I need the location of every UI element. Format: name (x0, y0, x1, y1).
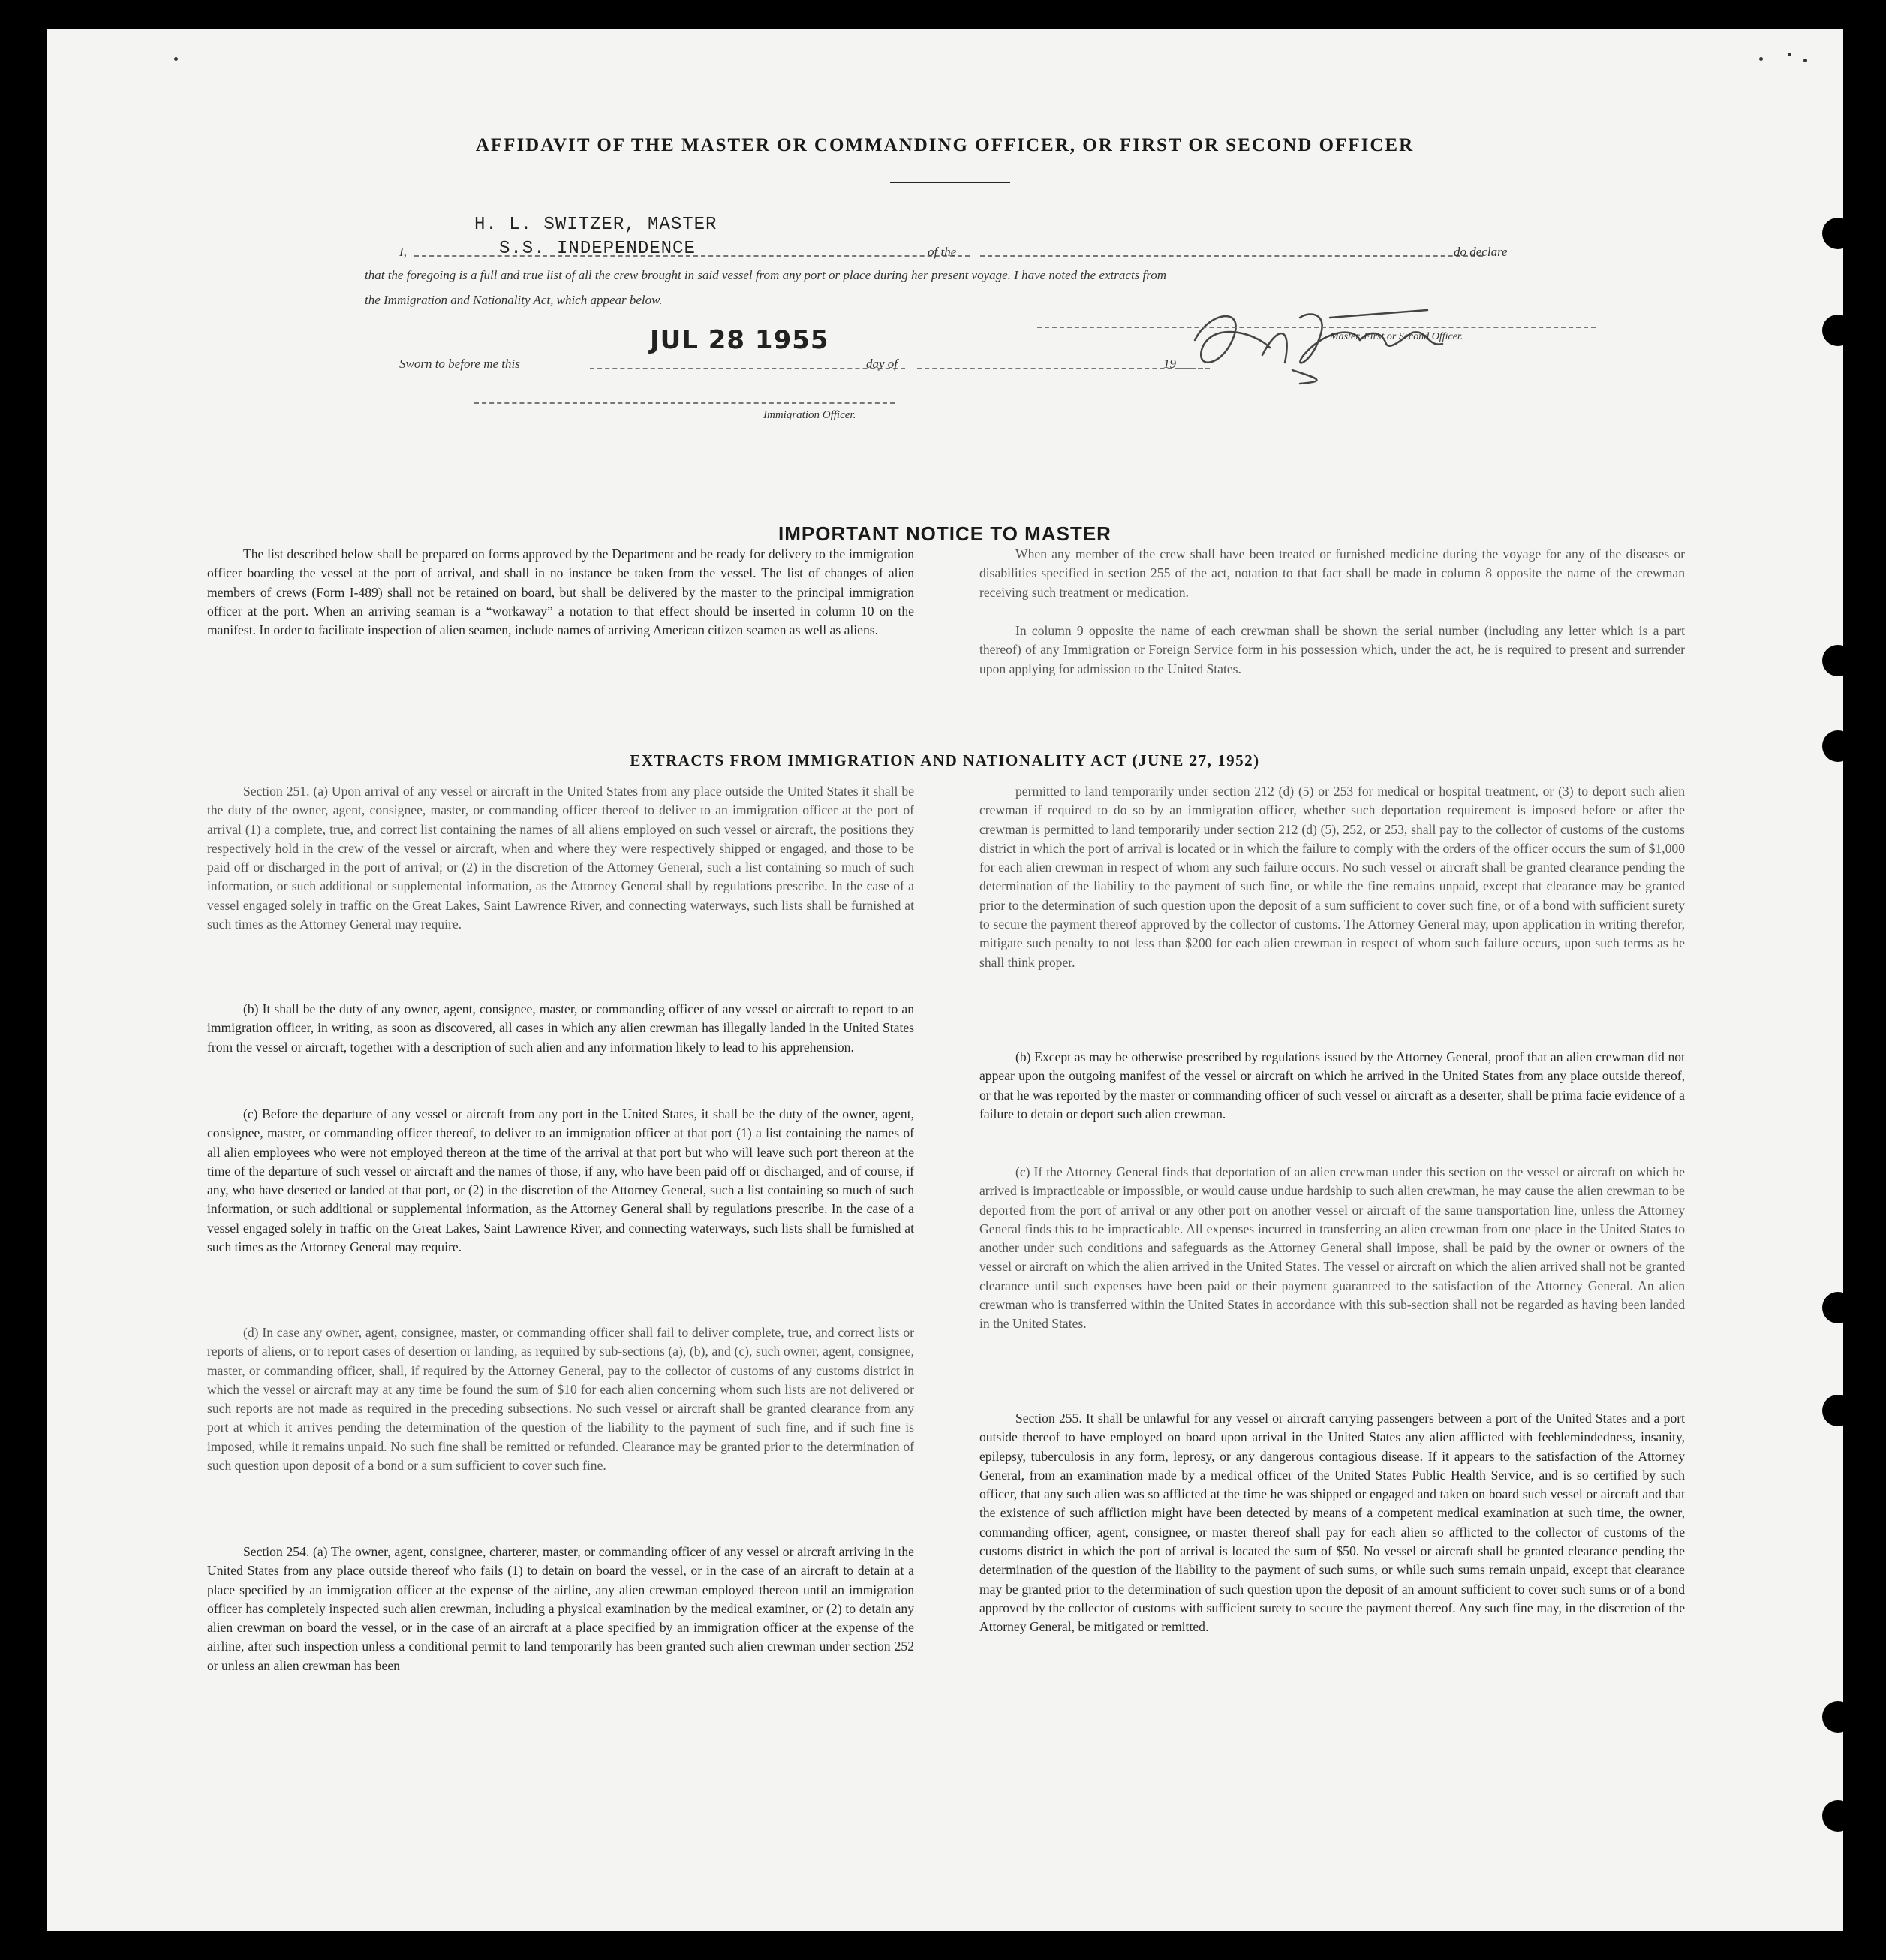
section-254-c: (c) If the Attorney General finds that deportation of an alien crewman under this section on the vessel or aircraft on which he arrived is impracticable or impossible, or would cause undue hardship to such alien crewman, he may cause the alien crewman to be deported from the port of arrival or any other port on another vessel or aircraft of the same transportation line, unless the Attorney General finds this to be impracticable. All expenses incurred in transferring an alien crewman from one place in the United States to another under such conditions and safeguards as the Attorney General shall impose, shall be paid by the owner or owners of the vessel or aircraft on which the alien arrived in the United States. The vessel or aircraft on which the alien arrived shall not be granted clearance until such expenses have been paid or their payment guaranteed to the satisfaction of the Attorney General. An alien crewman who is transferred within the United States in accordance with this sub-section shall not be regarded as having been landed in the United States. (979, 1164, 1685, 1332)
punch-hole (1822, 1395, 1854, 1426)
section-251-a: Section 251. (a) Upon arrival of any vessel or aircraft in the United States from any place outside the United States it shall be the duty of the owner, agent, consignee, master, or commanding officer thereof to deliver to an immigration officer at the port of arrival (1) a complete, true, and correct list containing the names of all aliens employed on such vessel or aircraft, the positions they respectively hold in the crew of the vessel or aircraft, when and where they were respectively shipped or engaged, and those to be paid off or discharged in the port of arrival; or (2) in the discretion of the Attorney General, such a list containing so much of such information, or such additional or supplemental information, as the Attorney General shall by regulations prescribe. In the case of a vessel engaged solely in traffic on the Great Lakes, Saint Lawrence River, and connecting waterways, such lists shall be furnished at such times as the Attorney General may require. (207, 784, 914, 932)
section-254-b: (b) Except as may be otherwise prescribed by regulations issued by the Attorney General, proof that an alien crewman did not appear upon the outgoing manifest of the vessel or aircraft on which he arrived in the United States from any place outside thereof, or that he was reported by the master or commanding officer of such vessel or aircraft as a deserter, shall be prima facie evidence of a failure to detain or deport such alien crewman. (979, 1049, 1685, 1122)
typed-vessel: S.S. INDEPENDENCE (499, 239, 696, 259)
extracts-title: EXTRACTS FROM IMMIGRATION AND NATIONALITY ACT (JUNE 27, 1952) (630, 751, 1260, 769)
document-page (47, 29, 1843, 1931)
affidavit-title: AFFIDAVIT OF THE MASTER OR COMMANDING OFFICER, OR FIRST OR SECOND OFFICER (475, 135, 1415, 155)
sworn-day-line (590, 368, 905, 369)
declaration-line-2: the Immigration and Nationality Act, which appear below. (365, 293, 663, 307)
title-divider (890, 182, 1010, 183)
year-label: 19 (1163, 357, 1176, 371)
section-255: Section 255. It shall be unlawful for any vessel or aircraft carrying passengers between a port of the United States and a port outside thereof to have employed on board upon arrival in the United States any alien afflicted with feeblemindedness, insanity, epilepsy, tuberculosis in any form, leprosy, or any dangerous contagious disease. If it appears to the satisfaction of the Attorney General, from an examination made by a medical officer of the United States Public Health Service, and is so certified by such officer, that any such alien was so afflicted at the time he was shipped or engaged and taken on board such vessel or aircraft and that the existence of such affliction might have been detected by means of a competent medical examination at such time, the owner, commanding officer, agent, consignee, or master thereof shall pay for each alien so afflicted to the collector of customs of the customs district in which the port of arrival is located the sum of $50. No vessel or aircraft shall be granted clearance pending the determination of the question of the liability to the payment of such sums, or while such sums remain unpaid, except that clearance may be granted prior to the determination of such question upon the deposit of an amount sufficient to cover such sums or of a bond approved by the collector of customs with sufficient surety to secure the payment thereof. Any such fine may, in the discretion of the Attorney General, be mitigated or remitted. (979, 1411, 1685, 1635)
punch-hole (1822, 1292, 1854, 1323)
notice-left-paragraph: The list described below shall be prepared on forms approved by the Department and be ready for delivery to the immigration officer boarding the vessel at the port of arrival, and shall in no instance be taken from the vessel. The list of changes of alien members of crews (Form I-489) shall not be retained on board, but shall be delivered by the master to the principal immigration officer at the port. When an arriving seaman is a “workaway” a notation to that effect should be inserted in column 10 on the manifest. In order to facilitate inspection of alien seamen, include names of arriving American citizen seamen as well as aliens. (207, 546, 914, 638)
do-declare-label: do declare (1454, 245, 1508, 259)
section-251-b: (b) It shall be the duty of any owner, agent, consignee, master, or commanding officer of any vessel or aircraft to report to an immigration officer, in writing, as soon as discovered, all cases in which any alien crewman has illegally landed in the United States from the vessel or aircraft, together with a description of such alien and any information likely to lead to his apprehension. (207, 1001, 914, 1055)
notice-right-paragraph-2: In column 9 opposite the name of each crewman shall be shown the serial number (including any letter which is a part thereof) of any Immigration or Foreign Service form in his possession which, under the act, he is required to present and surrender upon applying for admission to the United States. (979, 623, 1685, 676)
vessel-line (980, 255, 1483, 257)
notice-right-paragraph-1: When any member of the crew shall have been treated or furnished medicine during the voyage for any of the diseases or disabilities specified in section 255 of the act, notation to that fact shall be made in column 8 opposite the name of the crewman receiving such treatment or medication. (979, 546, 1685, 600)
punch-hole (1822, 315, 1854, 346)
of-the-label: of the (928, 245, 957, 259)
punch-hole (1822, 645, 1854, 676)
speck (1759, 57, 1763, 61)
speck (1788, 53, 1791, 56)
section-251-d: (d) In case any owner, agent, consignee, master, or commanding officer shall fail to deliver complete, true, and correct lists or reports of aliens, or to report cases of desertion or landing, as required by sub-sections (a), (b), and (c), such owner, agent, consignee, master, or commanding officer, shall, if required by the Attorney General, pay to the collector of customs of any customs district in which the vessel or aircraft may at any time be found the sum of $10 for each alien concerning whom such lists are not delivered or such reports are not made as required in the preceding subsections. No such vessel or aircraft shall be granted clearance from any port at which it arrives pending the determination of the question of the liability to the payment of such fine, and if such fine is imposed, while it remains unpaid. No such fine shall be remitted or refunded. Clearance may be granted prior to the determination of such question upon deposit of a bond or a sum sufficient to cover such fine. (207, 1325, 914, 1474)
section-254-a-continued: permitted to land temporarily under section 212 (d) (5) or 253 for medical or hospital treatment, or (3) to deport such alien crewman if required to do so by an immigration officer, whether such deportation requirement is imposed before or after the crewman is permitted to land temporarily under section 212 (d) (5), 252, or 253, shall pay to the collector of customs of the customs district in which the port of arrival is located or in which the failure to comply with the orders of the officer occurs the sum of $1,000 for each alien crewman in respect of whom any such failure occurs. No such vessel or aircraft shall be granted clearance pending the determination of the liability to the payment of such fine, or while the fine remains unpaid, except that clearance may be granted prior to the determination of such question upon the deposit of a sum sufficient to cover such fine, or of a bond with sufficient surety to secure the payment thereof approved by the collector of customs. The Attorney General may, upon application in writing therefor, mitigate such penalty to not less than $200 for each alien crewman in respect of whom such failure occurs, upon such terms as he shall think proper. (979, 784, 1685, 970)
punch-hole (1822, 1800, 1854, 1832)
notice-title: IMPORTANT NOTICE TO MASTER (778, 522, 1111, 545)
punch-hole (1822, 218, 1854, 249)
section-251-c: (c) Before the departure of any vessel or aircraft from any port in the United States, it shall be the duty of the owner, agent, consignee, master, or commanding officer thereof, to deliver to an immigration officer at that port (1) a list containing the names of all alien employees who were not employed thereon at the time of the arrival at that port but who will leave such port thereon at the time of the departure of such vessel or aircraft and the names of those, if any, who have been paid off or discharged, and of course, if any, who have deserted or landed at that port, or (2) in the discretion of the Attorney General, such a list containing so much of such information, or such additional or supplemental information, as the Attorney General shall by regulations prescribe. In the case of a vessel engaged solely in traffic on the Great Lakes, Saint Lawrence River, and connecting waterways, such lists shall be furnished at such times as the Attorney General may require. (207, 1106, 914, 1255)
year-line (1178, 368, 1210, 369)
sworn-label: Sworn to before me this (399, 357, 520, 371)
day-of-label: day of (866, 357, 898, 371)
signer-caption: Master, First or Second Officer. (1330, 331, 1463, 342)
signature-line (1037, 327, 1596, 328)
speck (174, 57, 178, 61)
punch-hole (1822, 1701, 1854, 1733)
speck (1803, 59, 1807, 62)
i-label: I, (399, 245, 407, 259)
date-stamp: JUL 28 1955 (650, 325, 829, 355)
declaration-line-1: that the foregoing is a full and true list of all the crew brought in said vessel from any port or place during her present voyage. I have noted the extracts from (365, 268, 1167, 282)
section-254-a: Section 254. (a) The owner, agent, consignee, charterer, master, or commanding officer of any vessel or aircraft arriving in the United States from any place outside thereof who fails (1) to detain on board the vessel, or in the case of an aircraft to detain at a place specified by an immigration officer at the expense of the airline, any alien crewman employed thereon until an immigration officer has completely inspected such alien crewman, including a physical examination by the medical examiner, or (2) to detain any alien crewman on board the vessel, or in the case of an aircraft at a place specified by an immigration officer at the expense of the airline, after such inspection unless a conditional permit to land temporarily has been granted such alien crewman under section 252 or unless an alien crewman has been (207, 1544, 914, 1673)
month-line (917, 368, 1202, 369)
signature (1180, 295, 1495, 393)
officer-caption: Immigration Officer. (763, 409, 856, 421)
typed-name: H. L. SWITZER, MASTER (474, 215, 717, 235)
officer-line (474, 402, 895, 404)
